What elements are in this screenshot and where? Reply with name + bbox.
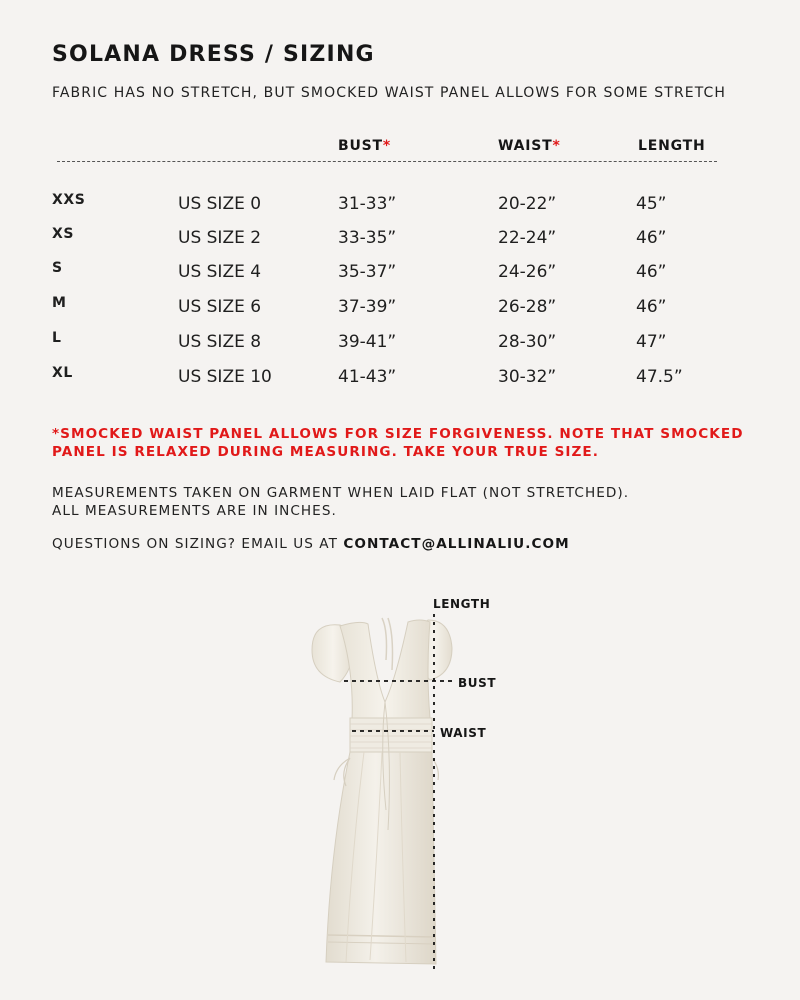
bust-value: 37-39” — [338, 297, 397, 317]
table-row — [0, 228, 800, 258]
waist-label: WAIST — [440, 726, 487, 740]
waist-value: 20-22” — [498, 194, 557, 214]
us-size: US SIZE 6 — [178, 297, 262, 317]
size-label: L — [52, 330, 62, 346]
column-header-bust-label: BUST — [338, 138, 383, 154]
us-size: US SIZE 10 — [178, 367, 272, 387]
length-value: 46” — [636, 228, 667, 248]
size-label: S — [52, 260, 63, 276]
contact-email-link[interactable]: CONTACT@ALLINALIU.COM — [343, 536, 570, 552]
length-label: LENGTH — [433, 597, 491, 611]
table-row — [0, 332, 800, 362]
length-value: 46” — [636, 297, 667, 317]
us-size: US SIZE 2 — [178, 228, 262, 248]
column-header-length: LENGTH — [638, 138, 706, 154]
table-row — [0, 194, 800, 224]
forgiveness-line-1: *SMOCKED WAIST PANEL ALLOWS FOR SIZE FORGIVENESS. NOTE THAT SMOCKED — [52, 426, 744, 442]
us-size: US SIZE 8 — [178, 332, 262, 352]
length-value: 47.5” — [636, 367, 683, 387]
size-label: XL — [52, 365, 73, 381]
waist-value: 26-28” — [498, 297, 557, 317]
questions-text: QUESTIONS ON SIZING? EMAIL US AT — [52, 536, 344, 552]
length-value: 46” — [636, 262, 667, 282]
waist-value: 24-26” — [498, 262, 557, 282]
dress-measurement-figure — [290, 590, 530, 990]
skirt — [326, 752, 436, 964]
us-size: US SIZE 4 — [178, 262, 262, 282]
size-label: M — [52, 295, 67, 311]
bust-asterisk: * — [382, 138, 391, 154]
bust-label: BUST — [458, 676, 497, 690]
dress-illustration — [290, 590, 530, 990]
waist-asterisk: * — [552, 138, 561, 154]
header-divider — [57, 161, 717, 162]
table-row — [0, 262, 800, 292]
length-value: 45” — [636, 194, 667, 214]
length-value: 47” — [636, 332, 667, 352]
bust-value: 33-35” — [338, 228, 397, 248]
bust-value: 39-41” — [338, 332, 397, 352]
measure-line-1: MEASUREMENTS TAKEN ON GARMENT WHEN LAID FLAT (NOT STRETCHED). — [52, 485, 630, 501]
column-header-waist — [498, 138, 561, 154]
page-title: SOLANA DRESS / SIZING — [52, 42, 375, 67]
waist-value: 30-32” — [498, 367, 557, 387]
measurement-note — [52, 484, 629, 520]
smocked-waist — [350, 718, 432, 752]
us-size: US SIZE 0 — [178, 194, 262, 214]
page-subtitle: FABRIC HAS NO STRETCH, BUT SMOCKED WAIST PANEL ALLOWS FOR SOME STRETCH — [52, 85, 727, 101]
forgiveness-line-2: PANEL IS RELAXED DURING MEASURING. TAKE YOUR TRUE SIZE. — [52, 444, 599, 460]
waist-value: 22-24” — [498, 228, 557, 248]
size-label: XXS — [52, 192, 86, 208]
size-label: XS — [52, 226, 75, 242]
bust-value: 31-33” — [338, 194, 397, 214]
column-header-bust — [338, 138, 391, 154]
table-row — [0, 297, 800, 327]
table-row — [0, 367, 800, 397]
size-forgiveness-note — [52, 425, 772, 461]
waist-value: 28-30” — [498, 332, 557, 352]
questions-note — [52, 535, 570, 553]
bust-value: 41-43” — [338, 367, 397, 387]
bust-value: 35-37” — [338, 262, 397, 282]
back-tie — [382, 618, 393, 670]
column-header-waist-label: WAIST — [498, 138, 553, 154]
measure-line-2: ALL MEASUREMENTS ARE IN INCHES. — [52, 503, 337, 519]
